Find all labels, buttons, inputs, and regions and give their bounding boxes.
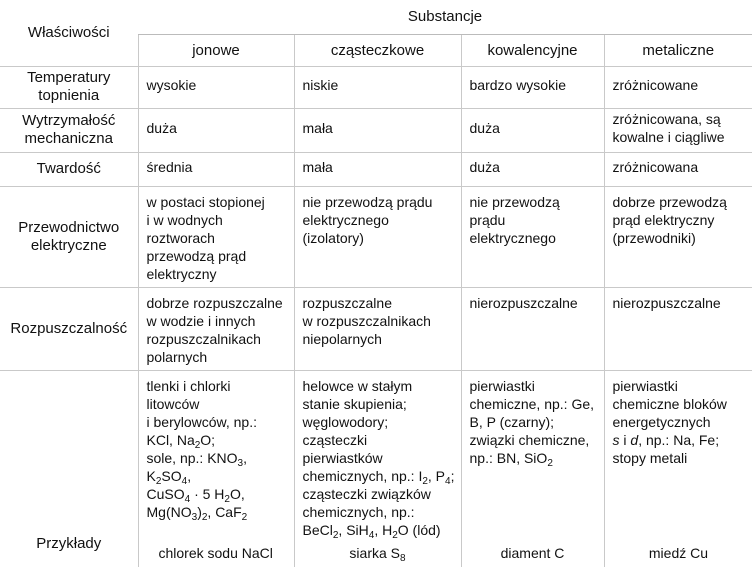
table-cell: duża	[461, 108, 604, 152]
table-cell: rozpuszczalne w rozpuszczalnikach niepolarnych	[294, 287, 461, 370]
table-cell: niskie	[294, 66, 461, 108]
example-highlight-metallic: miedź Cu	[604, 543, 752, 567]
examples-covalent: pierwiastki chemiczne, np.: Ge, B, P (czarny); związki chemiczne, np.: BN, SiO$_2$	[461, 370, 604, 543]
table-cell: średnia	[138, 152, 294, 186]
table-cell: nie przewodzą prądu elektrycznego	[461, 186, 604, 287]
table-row	[0, 287, 752, 370]
properties-header: Właściwości	[27, 24, 110, 42]
table-cell: duża	[138, 108, 294, 152]
table-cell: nierozpuszczalne	[604, 287, 752, 370]
table-cell: nierozpuszczalne	[461, 287, 604, 370]
row-label-examples: Przykłady	[0, 370, 138, 567]
example-highlight-covalent: diament C	[461, 543, 604, 567]
example-highlight-ionic: chlorek sodu NaCl	[138, 543, 294, 567]
column-header-metaliczne: metaliczne	[604, 34, 752, 66]
table-cell: dobrze przewodzą prąd elektryczny (przewodniki)	[604, 186, 752, 287]
table-cell: mała	[294, 152, 461, 186]
table-cell: dobrze rozpuszczalne w wodzie i innych rozpuszczalnikach polarnych	[138, 287, 294, 370]
table-row	[0, 152, 752, 186]
table-cell: duża	[461, 152, 604, 186]
examples-metallic: pierwiastki chemiczne bloków energetycznych s i d, np.: Na, Fe; stopy metali	[604, 370, 752, 543]
examples-ionic: tlenki i chlorki litowców i berylowców, np.: KCl, $Na_2O$; sole, np.: $KNO_3$, $K_2SO_4$, CuSO$_4$ · 5 $H_2O$, $Mg(NO_3)_2$, CaF$_2$	[138, 370, 294, 543]
table-cell: zróżnicowana	[604, 152, 752, 186]
table-cell: bardzo wysokie	[461, 66, 604, 108]
column-header-kowalencyjne: kowalencyjne	[461, 34, 604, 66]
table-cell: wysokie	[138, 66, 294, 108]
row-label-mechanical-strength: Wytrzymałość mechaniczna	[0, 108, 138, 152]
example-highlight-molecular: siarka $S_8$	[294, 543, 461, 567]
table-cell: nie przewodzą prądu elektrycznego (izolatory)	[294, 186, 461, 287]
column-header-jonowe: jonowe	[138, 34, 294, 66]
row-label-hardness: Twardość	[0, 152, 138, 186]
table-cell: mała	[294, 108, 461, 152]
column-header-czasteczkowe: cząsteczkowe	[294, 34, 461, 66]
row-label-melting-point: Temperatury topnienia	[0, 66, 138, 108]
table-row	[0, 186, 752, 287]
table-row	[0, 370, 752, 543]
table-cell: w postaci stopionej i w wodnych roztworach przewodzą prąd elektryczny	[138, 186, 294, 287]
table-row	[0, 108, 752, 152]
examples-molecular: helowce w stałym stanie skupienia; węglowodory; cząsteczki pierwiastków chemicznych, np.: $I_2$, $P_4$; cząsteczki związków chemicznych, np.: BeCl$_2$, SiH$_4$, $H_2O$ (lód)	[294, 370, 461, 543]
row-label-conductivity: Przewodnictwo elektryczne	[0, 186, 138, 287]
table-row	[0, 66, 752, 108]
substances-header: Substancje	[138, 0, 752, 34]
row-label-solubility: Rozpuszczalność	[0, 287, 138, 370]
table-cell: zróżnicowane	[604, 66, 752, 108]
table-cell: zróżnicowana, są kowalne i ciągliwe	[604, 108, 752, 152]
